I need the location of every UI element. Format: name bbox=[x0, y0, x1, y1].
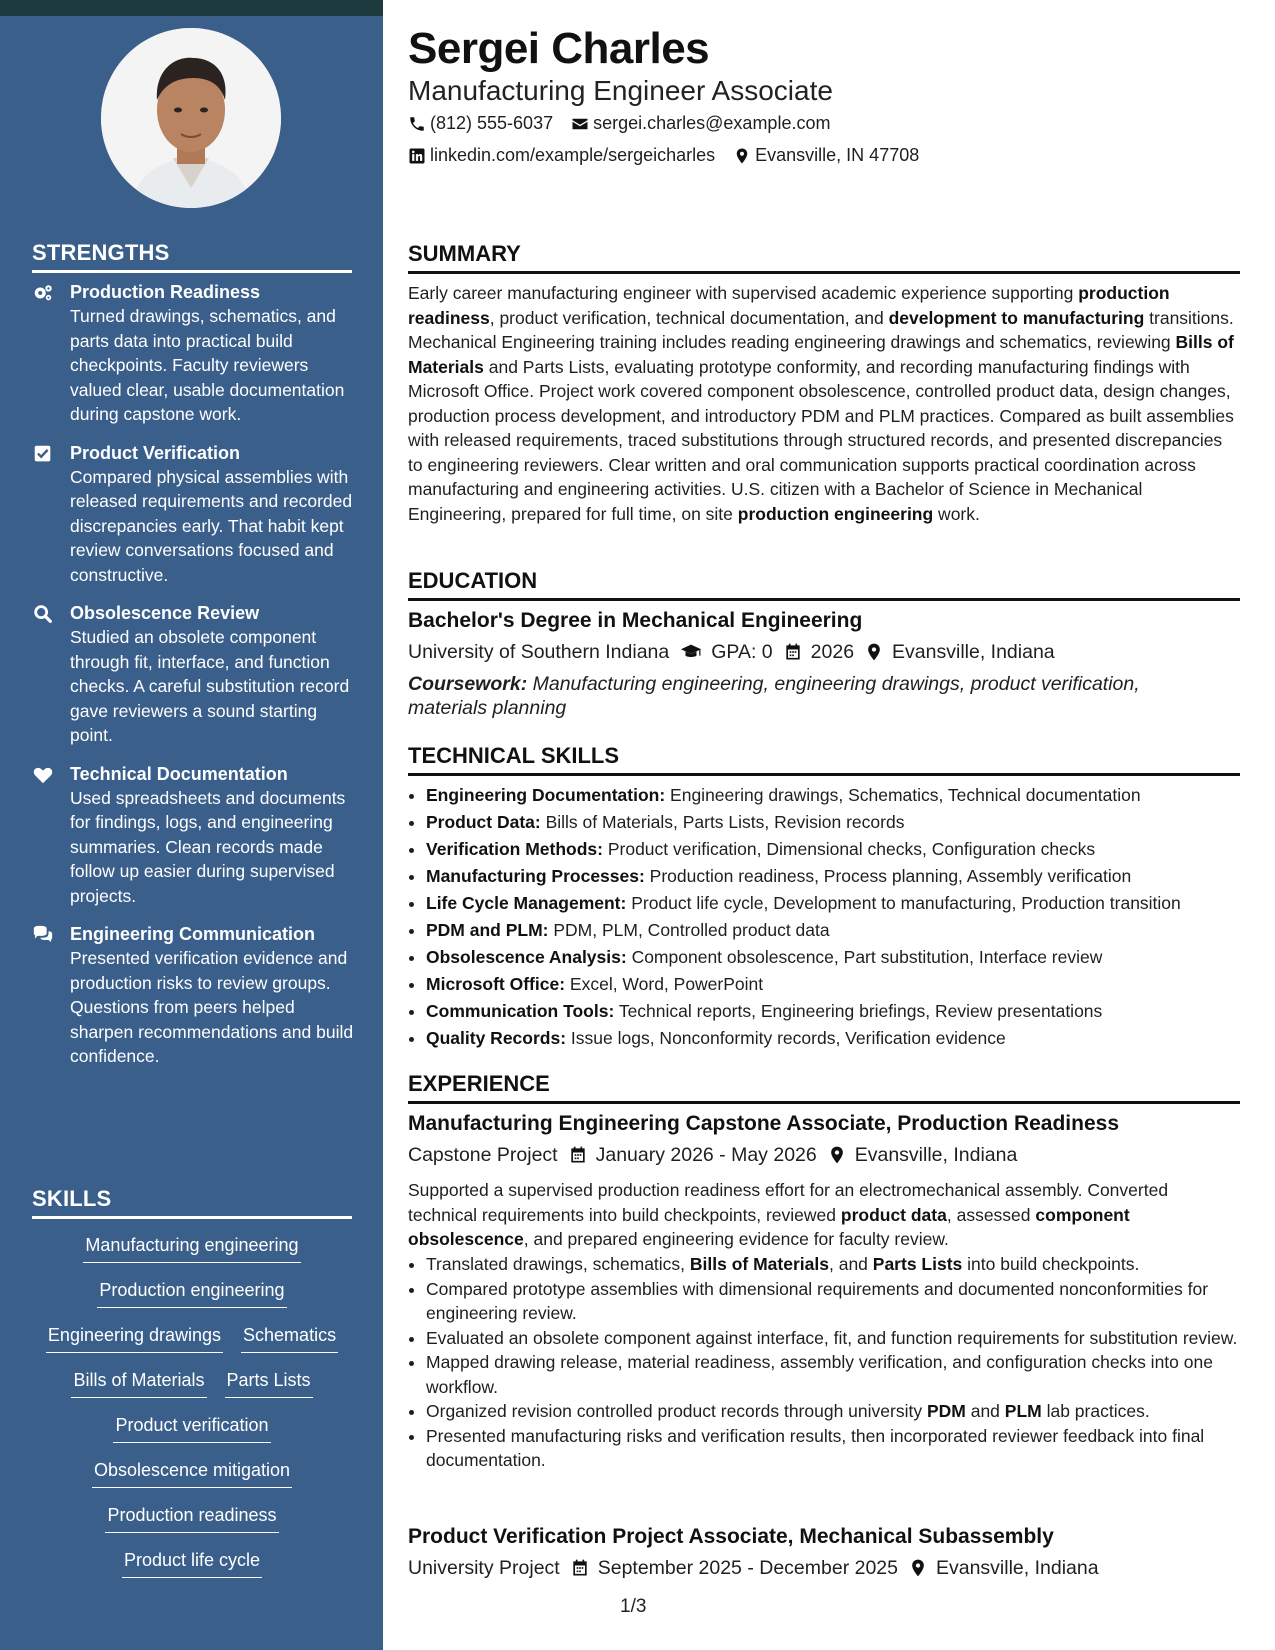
list-item: • Translated drawings, schematics, Bills of Materials, and Parts Lists into build checkpoints. bbox=[426, 1252, 1258, 1277]
list-item: • Microsoft Office: Excel, Word, PowerPoint bbox=[426, 971, 1258, 998]
job-meta-2 bbox=[408, 1555, 1099, 1581]
job-location: Evansville, Indiana bbox=[935, 1557, 1099, 1579]
list-item: • Product Data: Bills of Materials, Parts Lists, Revision records bbox=[426, 809, 1258, 836]
job-intro: Supported a supervised production readiness effort for an electromechanical assembly. Converted technical requirements into build checkpoints, reviewed product data, assessed component obsolescence, and prepared engineering evidence for faculty review. bbox=[408, 1180, 1169, 1249]
gpa-text: GPA: 0 bbox=[711, 641, 773, 663]
calendar-icon bbox=[570, 1558, 590, 1578]
list-item: • Life Cycle Management: Product life cycle, Development to manufacturing, Production transition bbox=[426, 890, 1258, 917]
technical-skills-heading: TECHNICAL SKILLS bbox=[408, 742, 1240, 776]
check-square-icon bbox=[32, 441, 70, 588]
job-title: Manufacturing Engineer Associate bbox=[408, 75, 833, 106]
map-pin-icon bbox=[864, 642, 884, 662]
strength-desc: Compared physical assemblies with released requirements and recorded discrepancies early. That habit kept review conversations focused and constructive. bbox=[70, 466, 353, 585]
calendar-icon bbox=[783, 642, 803, 662]
summary-text: Early career manufacturing engineer with supervised academic experience supporting production readiness, product verification, technical documentation, and development to manufacturing transitions. Mechanical Engineering training includes reading engineering drawings and schematics, reviewing Bills of Materials and Parts Lists, evaluating prototype conformity, and recording manufacturing findings with Microsoft Office. Project work covered component obsolescence, controlled product data, design changes, production process development, and introductory PDM and PLM practices. Compared as built assemblies with released requirements, traced substitutions through structured records, and presented discrepancies to engineering reviewers. Clear written and oral communication supports practical coordination across manufacturing and engineering activities. U.S. citizen with a Bachelor of Science in Mechanical Engineering, prepared for full time, on site production engineering work. bbox=[408, 283, 1234, 524]
comments-icon bbox=[32, 922, 70, 1069]
skills-tags bbox=[32, 1232, 352, 1592]
sidebar-top-bar bbox=[0, 0, 383, 16]
list-item: • Evaluated an obsolete component against interface, fit, and function requirements for substitution review. bbox=[426, 1326, 1258, 1351]
year-item bbox=[783, 639, 854, 665]
strength-title: Production Readiness bbox=[70, 282, 261, 302]
phone-text: (812) 555-6037 bbox=[430, 113, 554, 133]
job-org: University Project bbox=[408, 1557, 560, 1579]
job-location: Evansville, Indiana bbox=[854, 1144, 1018, 1166]
coursework bbox=[408, 672, 1188, 720]
job-meta-1 bbox=[408, 1142, 1017, 1168]
map-pin-icon bbox=[908, 1558, 928, 1578]
linkedin-contact[interactable] bbox=[408, 145, 715, 166]
skill-tag: Bills of Materials bbox=[71, 1367, 206, 1398]
strengths-list bbox=[32, 280, 354, 1083]
job-location-item bbox=[908, 1555, 1099, 1581]
job-dates: September 2025 - December 2025 bbox=[597, 1557, 898, 1579]
linkedin-text: linkedin.com/example/sergeicharles bbox=[430, 145, 716, 165]
summary-heading: SUMMARY bbox=[408, 240, 1240, 274]
coursework-text: Manufacturing engineering, engineering drawings, product verification, materials planning bbox=[408, 673, 1140, 719]
experience-heading: EXPERIENCE bbox=[408, 1070, 1240, 1104]
strength-title: Engineering Communication bbox=[70, 924, 316, 944]
linkedin-icon bbox=[408, 147, 426, 165]
email-contact[interactable] bbox=[571, 113, 830, 134]
envelope-icon bbox=[571, 115, 589, 133]
education-meta bbox=[408, 639, 1055, 665]
year-text: 2026 bbox=[810, 641, 855, 663]
calendar-icon bbox=[568, 1145, 588, 1165]
list-item: • Communication Tools: Technical reports, Engineering briefings, Review presentations bbox=[426, 998, 1258, 1025]
skills-heading: SKILLS bbox=[32, 1186, 352, 1219]
map-pin-icon bbox=[733, 147, 751, 165]
location-contact bbox=[733, 145, 919, 166]
job-location-item bbox=[827, 1142, 1018, 1168]
skill-tag: Schematics bbox=[241, 1322, 338, 1353]
skill-tag: Obsolescence mitigation bbox=[92, 1457, 292, 1488]
strength-title: Obsolescence Review bbox=[70, 603, 260, 623]
contact-row-2 bbox=[408, 145, 919, 166]
skill-tag: Product verification bbox=[113, 1412, 270, 1443]
strength-item bbox=[32, 601, 354, 748]
job-title-2: Product Verification Project Associate, Mechanical Subassembly bbox=[408, 1525, 1054, 1548]
list-item: • Compared prototype assemblies with dimensional requirements and documented nonconformities for engineering review. bbox=[426, 1277, 1258, 1326]
phone-contact[interactable] bbox=[408, 113, 553, 134]
job-org: Capstone Project bbox=[408, 1144, 558, 1166]
technical-skills-list bbox=[408, 782, 1258, 1052]
skill-tag: Product life cycle bbox=[122, 1547, 262, 1578]
gpa-item bbox=[679, 639, 772, 665]
strength-desc: Turned drawings, schematics, and parts data into practical build checkpoints. Faculty reviewers valued clear, usable documentation during capstone work. bbox=[70, 306, 345, 424]
list-item: • Obsolescence Analysis: Component obsolescence, Part substitution, Interface review bbox=[426, 944, 1258, 971]
job-dates: January 2026 - May 2026 bbox=[595, 1144, 817, 1166]
sidebar bbox=[0, 0, 383, 1650]
job-bullets bbox=[408, 1252, 1258, 1473]
degree-title: Bachelor's Degree in Mechanical Engineering bbox=[408, 609, 863, 632]
contact-row bbox=[408, 113, 830, 134]
graduation-cap-icon bbox=[679, 641, 703, 663]
job-title-1: Manufacturing Engineering Capstone Associate, Production Readiness bbox=[408, 1112, 1120, 1135]
school-name: University of Southern Indiana bbox=[408, 641, 670, 663]
strength-desc: Used spreadsheets and documents for findings, logs, and engineering summaries. Clean records made follow up easier during supervised projects. bbox=[70, 787, 346, 906]
list-item: • Quality Records: Issue logs, Nonconformity records, Verification evidence bbox=[426, 1025, 1258, 1052]
strength-title: Technical Documentation bbox=[70, 763, 288, 784]
heart-icon bbox=[32, 762, 70, 909]
strength-desc: Studied an obsolete component through fit, interface, and function checks. A careful substitution record gave reviewers a sound starting point. bbox=[70, 627, 350, 745]
strength-title: Product Verification bbox=[70, 442, 241, 463]
search-icon bbox=[32, 601, 70, 748]
strength-item bbox=[32, 280, 354, 427]
phone-icon bbox=[408, 115, 426, 133]
email-text: sergei.charles@example.com bbox=[593, 113, 831, 133]
map-pin-icon bbox=[827, 1145, 847, 1165]
list-item: • Manufacturing Processes: Production readiness, Process planning, Assembly verification bbox=[426, 863, 1258, 890]
strength-item bbox=[32, 922, 354, 1069]
list-item: • Verification Methods: Product verification, Dimensional checks, Configuration checks bbox=[426, 836, 1258, 863]
coursework-label: Coursework: bbox=[408, 673, 528, 695]
list-item: • Presented manufacturing risks and verification results, then incorporated reviewer feedback into final documentation. bbox=[426, 1424, 1258, 1473]
strength-desc: Presented verification evidence and production risks to review groups. Questions from peers helped sharpen recommendations and build confidence. bbox=[70, 948, 354, 1066]
strength-item bbox=[32, 762, 354, 909]
job-dates-item bbox=[568, 1142, 817, 1168]
gears-icon bbox=[32, 280, 70, 427]
list-item: • Organized revision controlled product records through university PDM and PLM lab practices. bbox=[426, 1399, 1258, 1424]
skill-tag: Manufacturing engineering bbox=[83, 1232, 300, 1263]
skill-tag: Engineering drawings bbox=[46, 1322, 223, 1353]
edu-location-item bbox=[864, 639, 1055, 665]
skill-tag: Parts Lists bbox=[225, 1367, 313, 1398]
avatar bbox=[101, 28, 281, 208]
job-dates-item bbox=[570, 1555, 898, 1581]
education-heading: EDUCATION bbox=[408, 567, 1240, 601]
page-number: 1/3 bbox=[620, 1596, 647, 1617]
strengths-heading: STRENGTHS bbox=[32, 240, 352, 273]
skill-tag: Production readiness bbox=[105, 1502, 278, 1533]
strength-item bbox=[32, 441, 354, 588]
list-item: • PDM and PLM: PDM, PLM, Controlled product data bbox=[426, 917, 1258, 944]
edu-location-text: Evansville, Indiana bbox=[892, 641, 1055, 663]
candidate-name: Sergei Charles bbox=[408, 24, 710, 73]
list-item: • Mapped drawing release, material readiness, assembly verification, and configuration checks into one workflow. bbox=[426, 1350, 1258, 1399]
location-text: Evansville, IN 47708 bbox=[755, 145, 920, 165]
list-item: • Engineering Documentation: Engineering drawings, Schematics, Technical documentation bbox=[426, 782, 1258, 809]
skill-tag: Production engineering bbox=[97, 1277, 286, 1308]
